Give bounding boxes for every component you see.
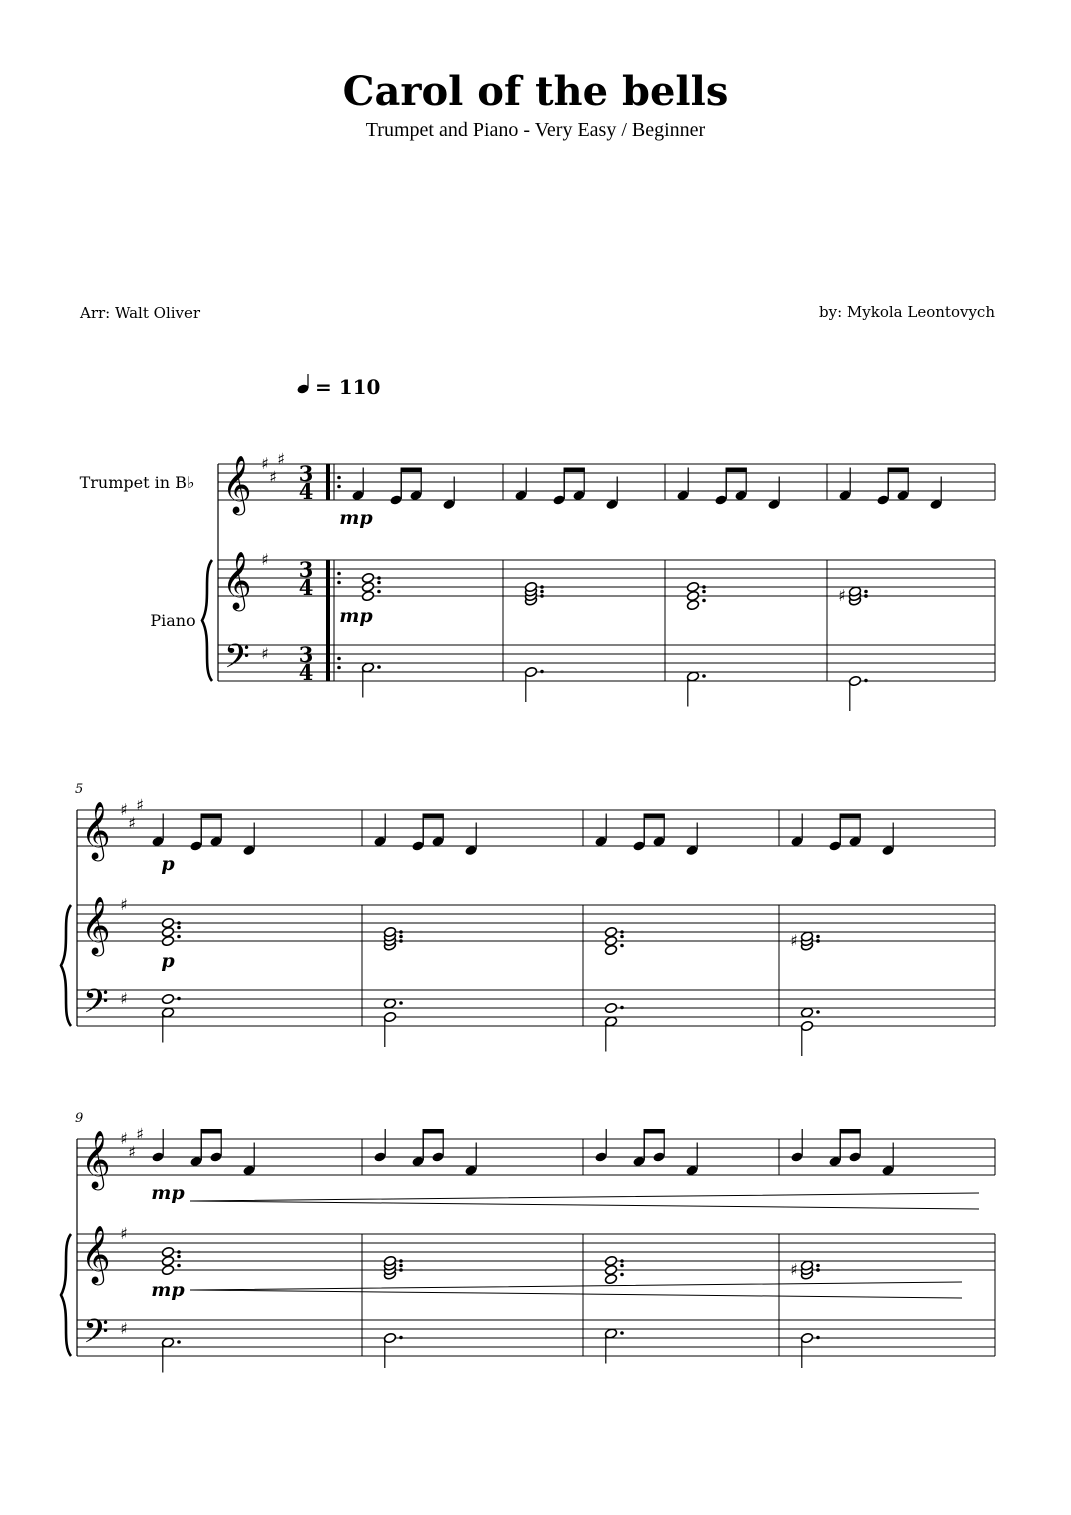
dot-mark	[399, 935, 403, 939]
dot-mark	[399, 1259, 403, 1263]
dot-mark	[540, 594, 544, 598]
chord-note	[161, 917, 174, 928]
eighth-beam	[423, 814, 444, 819]
chord-note	[161, 1246, 174, 1257]
time-signature-beats: 3	[298, 557, 314, 582]
dot-mark	[864, 590, 868, 594]
dot-mark	[377, 581, 381, 585]
chord-note	[161, 1264, 174, 1275]
dot-mark	[540, 585, 544, 589]
eighth-beam	[840, 814, 861, 819]
dot-mark	[702, 674, 706, 678]
piano-brace	[61, 1234, 71, 1356]
sharp-sign: ♯	[120, 800, 128, 819]
trumpet-label: Trumpet in B♭	[79, 473, 195, 492]
piano-dynamic: mp	[339, 605, 373, 627]
chord-note	[161, 926, 174, 937]
chord-note	[686, 581, 699, 592]
dot-mark	[620, 1273, 624, 1277]
dot-mark	[816, 1268, 820, 1272]
chord-note	[361, 572, 374, 583]
trumpet-dynamic: p	[161, 853, 175, 875]
eighth-beam	[644, 814, 665, 819]
dot-mark	[702, 585, 706, 589]
dot-mark	[702, 599, 706, 603]
eighth-beam	[840, 1129, 861, 1134]
bass-clef: 𝄢	[224, 638, 250, 684]
dot-mark	[399, 930, 403, 934]
sharp-sign: ♯	[120, 895, 128, 914]
bass-clef: 𝄢	[83, 983, 109, 1029]
chord-note	[604, 1264, 617, 1275]
trumpet-dynamic: mp	[151, 1182, 185, 1204]
dot-mark	[864, 679, 868, 683]
score-title: Carol of the bells	[342, 68, 729, 115]
piano-dynamic: p	[161, 950, 175, 972]
bass-clef: 𝄢	[83, 1313, 109, 1359]
sharp-sign: ♯	[120, 989, 128, 1008]
eighth-beam	[644, 1129, 665, 1134]
dot-mark	[177, 926, 181, 930]
score-subtitle: Trumpet and Piano - Very Easy / Beginner	[365, 119, 706, 141]
dot-mark	[399, 1001, 403, 1005]
dot-mark	[177, 921, 181, 925]
eighth-beam	[564, 468, 585, 473]
chord-note	[604, 926, 617, 937]
piano-brace	[202, 560, 212, 681]
dot-mark	[177, 997, 181, 1001]
dot-mark	[337, 666, 341, 670]
sharp-sign: ♯	[790, 931, 798, 950]
dot-mark	[816, 1264, 820, 1268]
dot-mark	[620, 935, 624, 939]
chord-note	[604, 944, 617, 955]
eighth-beam	[423, 1129, 444, 1134]
dot-mark	[620, 930, 624, 934]
treble-clef: 𝄞	[81, 1225, 111, 1283]
dot-mark	[177, 935, 181, 939]
bass-note	[604, 1002, 617, 1013]
tempo-text: = 110	[315, 375, 381, 399]
chord-note	[604, 1255, 617, 1266]
time-signature-beats: 3	[298, 642, 314, 667]
dot-mark	[864, 594, 868, 598]
dot-mark	[620, 1006, 624, 1010]
dot-mark	[337, 657, 341, 661]
sharp-sign: ♯	[120, 1129, 128, 1148]
sharp-sign: ♯	[120, 1224, 128, 1243]
sharp-sign: ♯	[790, 1260, 798, 1279]
chord-note	[361, 590, 374, 601]
dot-mark	[816, 935, 820, 939]
eighth-beam	[888, 468, 909, 473]
treble-clef: 𝄞	[81, 1130, 111, 1188]
dot-mark	[399, 1264, 403, 1268]
dot-mark	[337, 485, 341, 489]
chord-note	[361, 581, 374, 592]
dot-mark	[177, 1250, 181, 1254]
sharp-sign: ♯	[277, 449, 285, 469]
sharp-sign: ♯	[136, 795, 144, 815]
sharp-sign: ♯	[261, 644, 269, 663]
dot-mark	[177, 1264, 181, 1268]
bass-note	[800, 1007, 813, 1018]
chord-note	[161, 1255, 174, 1266]
chord-note	[686, 590, 699, 601]
eighth-beam	[201, 814, 222, 819]
dot-mark	[399, 939, 403, 943]
chord-note	[161, 935, 174, 946]
dot-mark	[620, 1331, 624, 1335]
trumpet-dynamic: mp	[339, 507, 373, 529]
dot-mark	[399, 1268, 403, 1272]
eighth-beam	[401, 468, 422, 473]
time-signature-unit: 4	[298, 575, 314, 600]
dot-mark	[620, 1259, 624, 1263]
sharp-sign: ♯	[261, 550, 269, 569]
sharp-sign: ♯	[120, 1319, 128, 1338]
dot-mark	[377, 576, 381, 580]
composer-credit: by: Mykola Leontovych	[819, 303, 995, 321]
treble-clef: 𝄞	[81, 896, 111, 954]
sharp-sign: ♯	[838, 586, 846, 605]
dot-mark	[816, 1010, 820, 1014]
dot-mark	[399, 1336, 403, 1340]
time-signature-beats: 3	[298, 461, 314, 486]
dot-mark	[177, 1340, 181, 1344]
sharp-sign: ♯	[261, 454, 269, 473]
crescendo-hairpin	[190, 1282, 962, 1298]
dot-mark	[337, 572, 341, 576]
dot-mark	[377, 590, 381, 594]
piano-label: Piano	[150, 611, 196, 630]
dot-mark	[177, 1255, 181, 1259]
dot-mark	[702, 590, 706, 594]
bass-note	[161, 993, 174, 1004]
sharp-sign: ♯	[269, 467, 277, 487]
treble-clef: 𝄞	[222, 551, 252, 609]
time-signature-unit: 4	[298, 479, 314, 504]
piano-brace	[61, 905, 71, 1026]
treble-clef: 𝄞	[81, 801, 111, 859]
crescendo-hairpin	[190, 1193, 979, 1209]
dot-mark	[540, 670, 544, 674]
measure-number: 9	[75, 1111, 84, 1126]
chord-note	[604, 1273, 617, 1284]
eighth-beam	[726, 468, 747, 473]
eighth-beam	[201, 1129, 222, 1134]
arranger-credit: Arr: Walt Oliver	[80, 304, 201, 322]
sharp-sign: ♯	[128, 813, 136, 833]
dot-mark	[337, 476, 341, 480]
dot-mark	[620, 944, 624, 948]
dot-mark	[816, 939, 820, 943]
dot-mark	[337, 581, 341, 585]
dot-mark	[816, 1336, 820, 1340]
sharp-sign: ♯	[136, 1124, 144, 1144]
chord-note	[604, 935, 617, 946]
treble-clef: 𝄞	[222, 455, 252, 513]
chord-note	[686, 599, 699, 610]
bass-note	[383, 998, 396, 1009]
piano-dynamic: mp	[151, 1279, 185, 1301]
dot-mark	[540, 590, 544, 594]
sharp-sign: ♯	[128, 1142, 136, 1162]
dot-mark	[620, 1264, 624, 1268]
measure-number: 5	[75, 782, 84, 797]
time-signature-unit: 4	[298, 660, 314, 685]
dot-mark	[377, 665, 381, 669]
